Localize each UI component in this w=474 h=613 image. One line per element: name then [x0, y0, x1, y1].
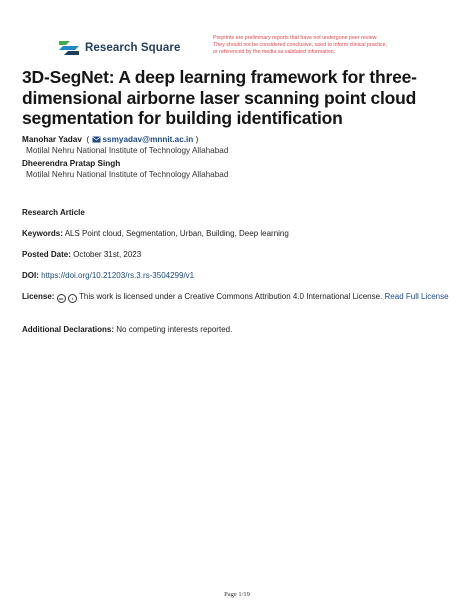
doi-section	[22, 270, 452, 281]
declarations-section	[22, 324, 452, 335]
email-open-paren: (	[84, 135, 90, 144]
article-type-section	[22, 207, 452, 218]
doi-link[interactable]: https://doi.org/10.21203/rs.3.rs-3504299/v1	[41, 271, 195, 280]
author-affiliation: Motilal Nehru National Institute of Technology Allahabad	[26, 146, 229, 155]
cc-icon: cc	[57, 294, 66, 303]
disclaimer-line: They should not be considered conclusive, used to inform clinical practice,	[213, 42, 388, 48]
doi-label: DOI:	[22, 271, 39, 280]
posted-date-value: October 31st, 2023	[73, 250, 142, 259]
author-email-link[interactable]: ssmyadav@mnnit.ac.in	[102, 135, 194, 144]
declarations-value: No competing interests reported.	[116, 325, 233, 334]
page-number: Page 1/19	[224, 591, 250, 598]
by-icon: i	[68, 294, 77, 303]
keywords-value: ALS Point cloud, Segmentation, Urban, Building, Deep learning	[64, 229, 289, 238]
author-list	[22, 134, 452, 182]
email-close-paren: )	[195, 135, 199, 144]
author-entry	[22, 134, 452, 145]
declarations-label: Additional Declarations:	[22, 325, 115, 334]
preprint-disclaimer	[213, 35, 443, 56]
license-text: This work is licensed under a Creative Commons Attribution 4.0 International License.	[79, 292, 383, 301]
read-full-license-link[interactable]: Read Full License	[384, 292, 449, 301]
author-name: Manohar Yadav	[22, 135, 82, 144]
keywords-label: Keywords:	[22, 229, 63, 238]
article-type: Research Article	[22, 208, 85, 217]
posted-date-label: Posted Date:	[22, 250, 71, 259]
disclaimer-line: Preprints are preliminary reports that have not undergone peer review.	[213, 35, 378, 41]
author-name: Dheerendra Pratap Singh	[22, 159, 121, 168]
license-section	[22, 291, 452, 303]
logo-text: Research Square	[85, 42, 181, 54]
keywords-section	[22, 228, 452, 239]
posted-date-section	[22, 249, 452, 260]
disclaimer-line: or referenced by the media as validated information.	[213, 49, 336, 55]
license-label: License:	[22, 292, 55, 301]
paper-title: 3D-SegNet: A deep learning framework for three-dimensional airborne laser scanning point cloud segmentation for building identification	[22, 67, 417, 128]
mail-icon	[92, 136, 101, 143]
research-square-logo[interactable]	[58, 36, 180, 60]
author-entry	[22, 158, 452, 169]
author-affiliation: Motilal Nehru National Institute of Technology Allahabad	[26, 170, 229, 179]
research-square-logo-icon	[58, 38, 80, 58]
